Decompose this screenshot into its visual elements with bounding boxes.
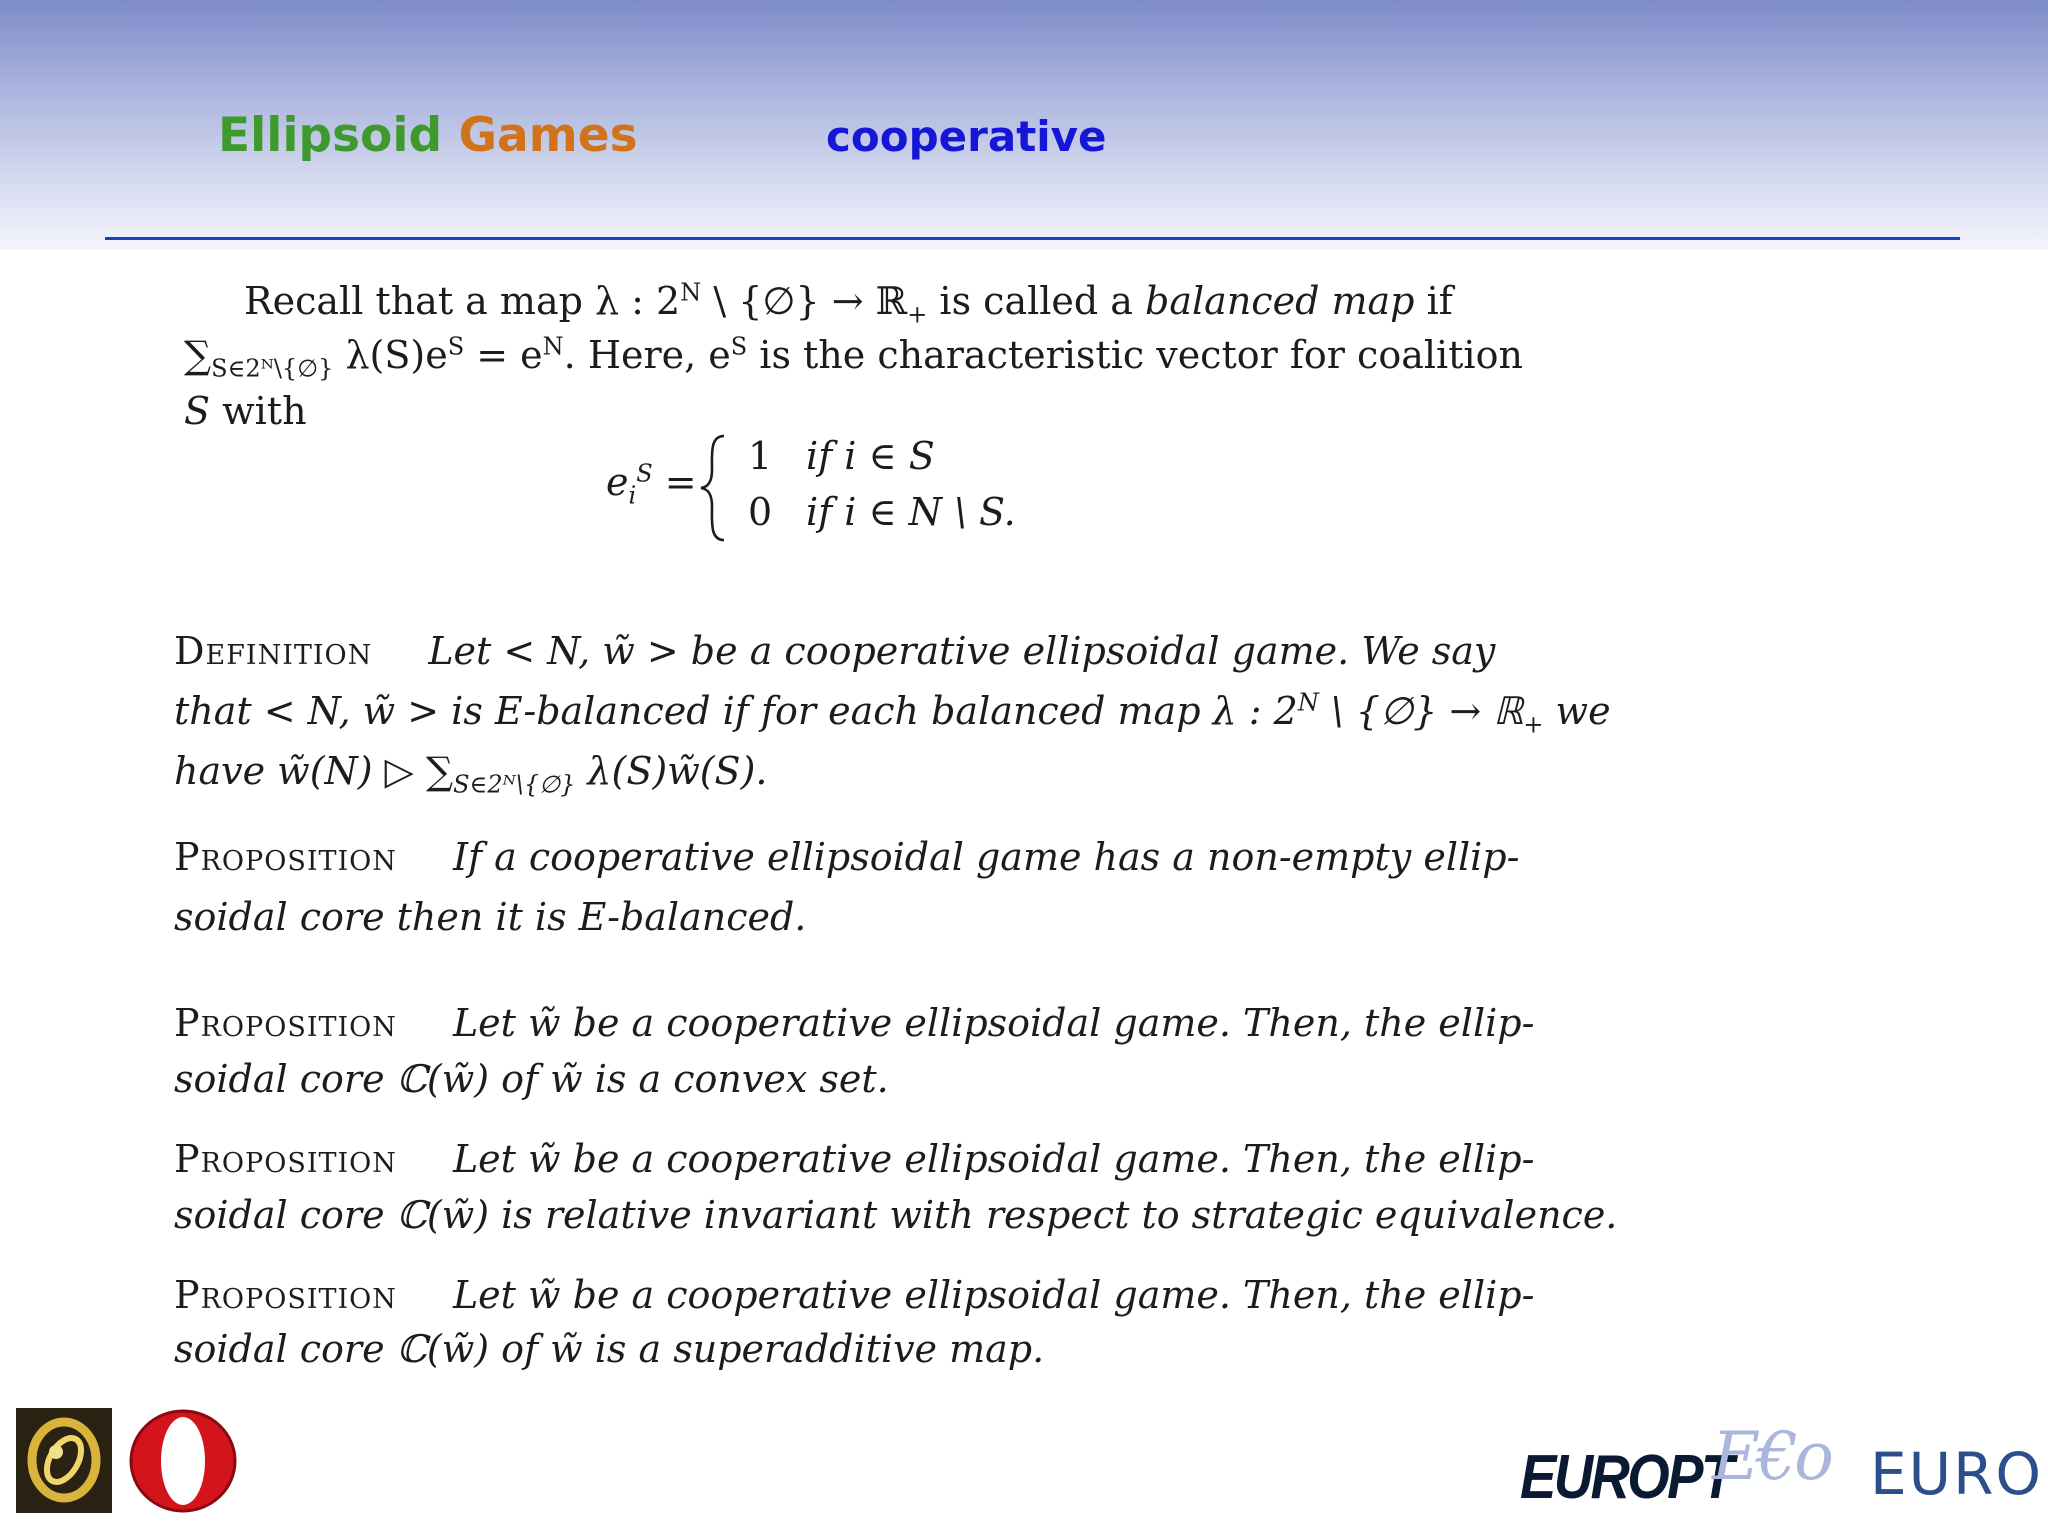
- left-brace-icon: [698, 434, 728, 542]
- formula-lhs: $e_i^S$ =: [606, 459, 697, 510]
- proposition-3-line-2: soidal core ℂ(w̃) is relative invariant with respect to strategic equivalence.: [174, 1193, 1618, 1237]
- proposition-4-label: Proposition: [174, 1273, 397, 1317]
- eeo-logo: E€o: [1712, 1418, 1830, 1495]
- proposition-4-line-1: Proposition Let w̃ be a cooperative ellipsoidal game. Then, the ellip-: [174, 1273, 1535, 1317]
- proposition-4-line-2: soidal core ℂ(w̃) of w̃ is a superadditive map.: [174, 1327, 1045, 1371]
- proposition-2-label: Proposition: [174, 1001, 397, 1045]
- euro-logo: EURO: [1870, 1440, 2044, 1508]
- characteristic-vector-formula: [606, 434, 1066, 544]
- definition-label: Definition: [174, 629, 373, 673]
- proposition-1-label: Proposition: [174, 835, 397, 879]
- term-balanced-map: balanced map: [1145, 279, 1415, 323]
- institution-emblem-icon: [16, 1408, 112, 1513]
- university-logo-icon: [126, 1408, 240, 1514]
- recall-line-3: S with: [184, 389, 307, 433]
- recall-line-2: $\sum_{S\in 2ᴺ\backslash\{\emptyset\}}$ $\lambda(S)e^S = e^N$. Here, $e^S$ is the characteristic vector for coalition: [184, 332, 1523, 383]
- recall-line-1: Recall that a map λ : $2^N$ \ {∅} → ℝ$_+$ is called a balanced map if: [244, 278, 1453, 329]
- slide-title: [218, 108, 638, 163]
- europt-logo: EUROPT: [1520, 1443, 1732, 1512]
- formula-case-2: 0 if i ∈ N \ S.: [748, 490, 1016, 534]
- proposition-2-line-1: Proposition Let w̃ be a cooperative ellipsoidal game. Then, the ellip-: [174, 1001, 1535, 1045]
- title-word-ellipsoid: Ellipsoid: [218, 108, 443, 163]
- definition-line-1: Definition Let < N, w̃ > be a cooperative ellipsoidal game. We say: [174, 629, 1496, 673]
- proposition-1-line-2: soidal core then it is E-balanced.: [174, 895, 807, 939]
- proposition-2-line-2: soidal core ℂ(w̃) of w̃ is a convex set.: [174, 1057, 889, 1101]
- proposition-3-label: Proposition: [174, 1137, 397, 1181]
- header-divider: [105, 237, 1960, 240]
- title-word-games: Games: [458, 108, 638, 163]
- definition-line-2: that < N, w̃ > is E-balanced if for each balanced map λ : $2^N$ \ {∅} → ℝ$_+$ we: [174, 688, 1611, 739]
- proposition-1-line-1: Proposition If a cooperative ellipsoidal game has a non-empty ellip-: [174, 835, 1520, 879]
- definition-line-3: have w̃(N) ▷ $\sum_{S\in 2ᴺ\backslash\{\emptyset\}}$ λ(S)w̃(S).: [174, 749, 768, 799]
- formula-case-1: 1 if i ∈ S: [748, 434, 935, 478]
- proposition-3-line-1: Proposition Let w̃ be a cooperative ellipsoidal game. Then, the ellip-: [174, 1137, 1535, 1181]
- slide-subtitle: cooperative: [826, 112, 1107, 161]
